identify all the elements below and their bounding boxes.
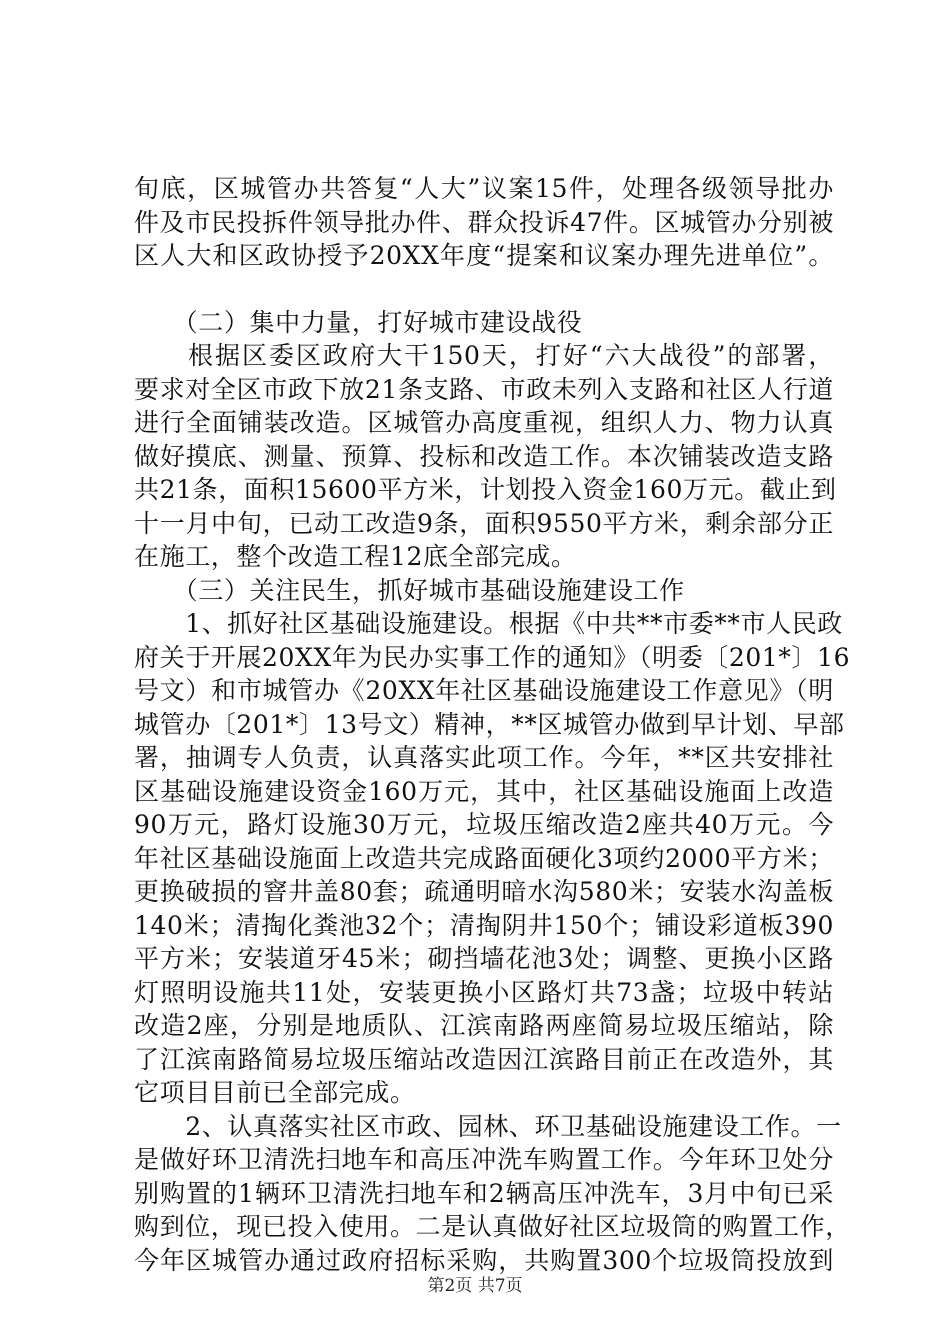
text-line: 平方米；安装道牙45米；砌挡墙花池3处；调整、更换小区路 — [134, 944, 834, 973]
document-body — [134, 172, 851, 1277]
text-line: 90万元，路灯设施30万元，垃圾压缩改造2座共40万元。今 — [134, 810, 834, 839]
text-line: 改造2座，分别是地质队、江滨南路两座简易垃圾压缩站，除 — [134, 1011, 834, 1040]
text-line: 旬底，区城管办共答复“人大”议案15件，处理各级领导批办 — [134, 174, 834, 203]
text-line: 要求对全区市政下放21条支路、市政未列入支路和社区人行道 — [134, 374, 834, 404]
text-line: 在施工，整个改造工程12底全部完成。 — [134, 542, 577, 571]
paragraph-gap — [134, 273, 834, 306]
text-line: 别购置的1辆环卫清洗扫地车和2辆高压冲洗车，3月中旬已采 — [134, 1178, 834, 1208]
text-line: 十一月中旬，已动工改造9条，面积9550平方米，剩余部分正 — [134, 508, 834, 538]
text-line: 署，抽调专人负责，认真落实此项工作。今年，**区共安排社 — [134, 743, 834, 772]
text-line: 城管办〔201*〕13号文）精神，**区城管办做到早计划、早部 — [134, 709, 845, 739]
text-line: 了江滨南路简易垃圾压缩站改造因江滨路目前正在改造外，其 — [134, 1044, 834, 1074]
text-line: 今年区城管办通过政府招标采购，共购置300个垃圾筒投放到 — [134, 1245, 834, 1275]
text-line: 2、认真落实社区市政、园林、环卫基础设施建设工作。一 — [134, 1111, 842, 1141]
section-heading: （二）集中力量，打好城市建设战役 — [134, 307, 583, 337]
text-line: 140米；清掏化粪池32个；清掏阴井150个；铺设彩道板390 — [134, 910, 834, 940]
text-line: 区人大和区政协授予20XX年度“提案和议案办理先进单位”。 — [134, 241, 834, 270]
text-line: 府关于开展20XX年为民办实事工作的通知》（明委〔201*〕16 — [134, 642, 851, 672]
page-number: 第2页 共7页 — [427, 1276, 523, 1296]
text-line: 更换破损的窨井盖80套；疏通明暗水沟580米；安装水沟盖板 — [134, 877, 834, 906]
text-line: 号文）和市城管办《20XX年社区基础设施建设工作意见》（明 — [134, 676, 834, 705]
text-line: 根据区委区政府大干150天，打好“六大战役”的部署， — [134, 341, 834, 370]
text-line: 购到位，现已投入使用。二是认真做好社区垃圾筒的购置工作， — [134, 1212, 851, 1241]
text-line: 区基础设施建设资金160万元，其中，社区基础设施面上改造 — [134, 776, 834, 806]
text-line: 共21条，面积15600平方米，计划投入资金160万元。截止到 — [134, 475, 837, 504]
text-line: 它项目目前已全部完成。 — [134, 1078, 416, 1107]
text-line: 是做好环卫清洗扫地车和高压冲洗车购置工作。今年环卫处分 — [134, 1145, 834, 1174]
text-line: 件及市民投拆件领导批办件、群众投诉47件。区城管办分别被 — [134, 207, 834, 237]
text-line: 灯照明设施共11处，安装更换小区路灯共73盏；垃圾中转站 — [134, 977, 834, 1007]
text-line: 做好摸底、测量、预算、投标和改造工作。本次铺装改造支路 — [134, 441, 834, 471]
text-line: 进行全面铺装改造。区城管办高度重视，组织人力、物力认真 — [134, 408, 834, 437]
text-line: 1、抓好社区基础设施建设。根据《中共**市委**市人民政 — [134, 609, 843, 638]
text-line: 年社区基础设施面上改造共完成路面硬化3项约2000平方米； — [134, 843, 834, 873]
section-heading: （三）关注民生，抓好城市基础设施建设工作 — [134, 575, 685, 605]
